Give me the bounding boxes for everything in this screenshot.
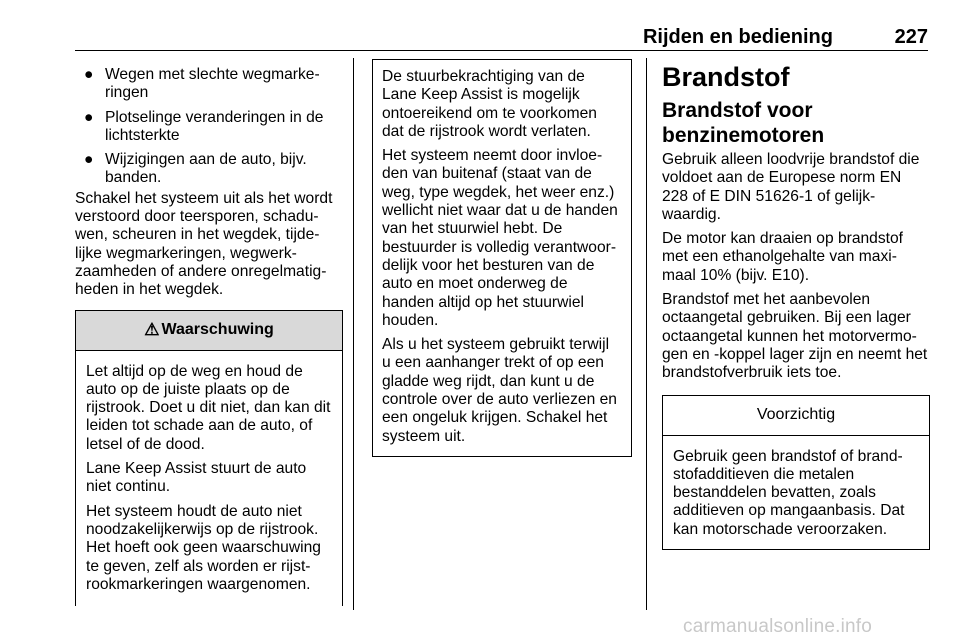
bullet-icon: ● xyxy=(84,151,94,169)
watermark: carmanualsonline.info xyxy=(683,616,873,637)
warning-paragraph: Let altijd op de weg en houd de auto op de juiste plaats op de rijstrook. Doet u dit niet, dan kan dit leiden tot schade aan de auto, of letsel of de dood. xyxy=(86,362,331,453)
warning-paragraph: De stuurbekrachtiging van de Lane Keep Assist is mogelijk ontoereikend om te voorkomen dat de rijstrook wordt verlaten. xyxy=(382,68,597,140)
header-rule xyxy=(75,50,928,51)
header-title: Rijden en bediening xyxy=(642,26,833,48)
section-title: Brandstof xyxy=(662,62,790,92)
list-item xyxy=(75,109,343,146)
caution-body xyxy=(663,436,929,549)
body-paragraph: Brandstof met het aanbevolen octaangetal gebruiken. Bij een lager octaangetal kunnen het motorvermo-gen en -koppel lager zijn en neemt het brandstofverbruik iets toe. xyxy=(662,291,928,382)
bullet-icon: ● xyxy=(84,66,94,83)
warning-paragraph: Lane Keep Assist stuurt de auto niet continu. xyxy=(86,460,307,496)
list-item xyxy=(75,66,343,103)
page-header xyxy=(75,26,928,50)
column-divider-1 xyxy=(353,58,354,610)
page-number: 227 xyxy=(894,26,928,48)
bullet-text: Wijzigingen aan de auto, bijv. banden. xyxy=(105,151,307,187)
caution-text: Gebruik geen brandstof of brand-stofadditieven die metalen bestanddelen bevatten, zoals additieven op mangaanbasis. Dat kan motorschade veroorzaken. xyxy=(673,447,905,538)
warning-body xyxy=(76,351,342,607)
warning-header xyxy=(76,311,342,351)
warning-paragraph: Als u het systeem gebruikt terwijl u een aanhanger trekt of op een gladde weg rijdt, dan kunt u de controle over de auto verliezen en een ongeluk krijgen. Schakel het systeem uit. xyxy=(382,336,617,445)
warning-paragraph: Het systeem neemt door invloe-den van buitenaf (staat van de weg, type wegdek, het weer enz.) wellicht niet waar dat u de handen van het stuurwiel hebt. De bestuurder is volledig verantwoor-delijk voor het besturen van de auto en moet onderweg de handen altijd op het stuurwiel houden. xyxy=(382,147,618,329)
column-2 xyxy=(372,66,632,457)
warning-paragraph: Het systeem houdt de auto niet noodzakelijkerwijs op de rijstrook. Het hoeft ook geen waarschuwing te geven, zelf als worden er rijst-rookmarkeringen waargenomen. xyxy=(86,502,321,593)
bullet-text: Wegen met slechte wegmarke-ringen xyxy=(105,66,320,102)
caution-title: Voorzichtig xyxy=(756,405,836,423)
caution-box xyxy=(662,395,930,550)
warning-continuation-box xyxy=(372,59,632,457)
body-paragraph: Gebruik alleen loodvrije brandstof die voldoet aan de Europese norm EN 228 of E DIN 51626-1 of gelijk-waardig. xyxy=(662,151,920,223)
list-item xyxy=(75,151,343,188)
caution-header xyxy=(663,396,929,436)
bullet-icon: ● xyxy=(84,108,94,126)
warning-box xyxy=(75,310,343,607)
body-paragraph: Schakel het systeem uit als het wordt verstoord door teersporen, schadu-wen, scheuren in het wegdek, tijde-lijke wegmarkeringen, wegwerk-zaamheden of andere onregelmatig-heden in het wegdek. xyxy=(75,189,333,299)
warning-title: Waarschuwing xyxy=(161,320,274,338)
bullet-list xyxy=(75,66,343,188)
column-divider-2 xyxy=(646,58,647,610)
sub-title: Brandstof voor benzinemotoren xyxy=(662,99,825,147)
column-1 xyxy=(75,66,343,606)
column-3 xyxy=(662,60,930,550)
bullet-text: Plotselinge veranderingen in de lichtsterkte xyxy=(105,108,324,144)
warning-triangle-icon: ⚠ xyxy=(144,319,160,339)
body-paragraph: De motor kan draaien op brandstof met een ethanolgehalte van maxi-maal 10% (bijv. E10). xyxy=(662,230,903,284)
